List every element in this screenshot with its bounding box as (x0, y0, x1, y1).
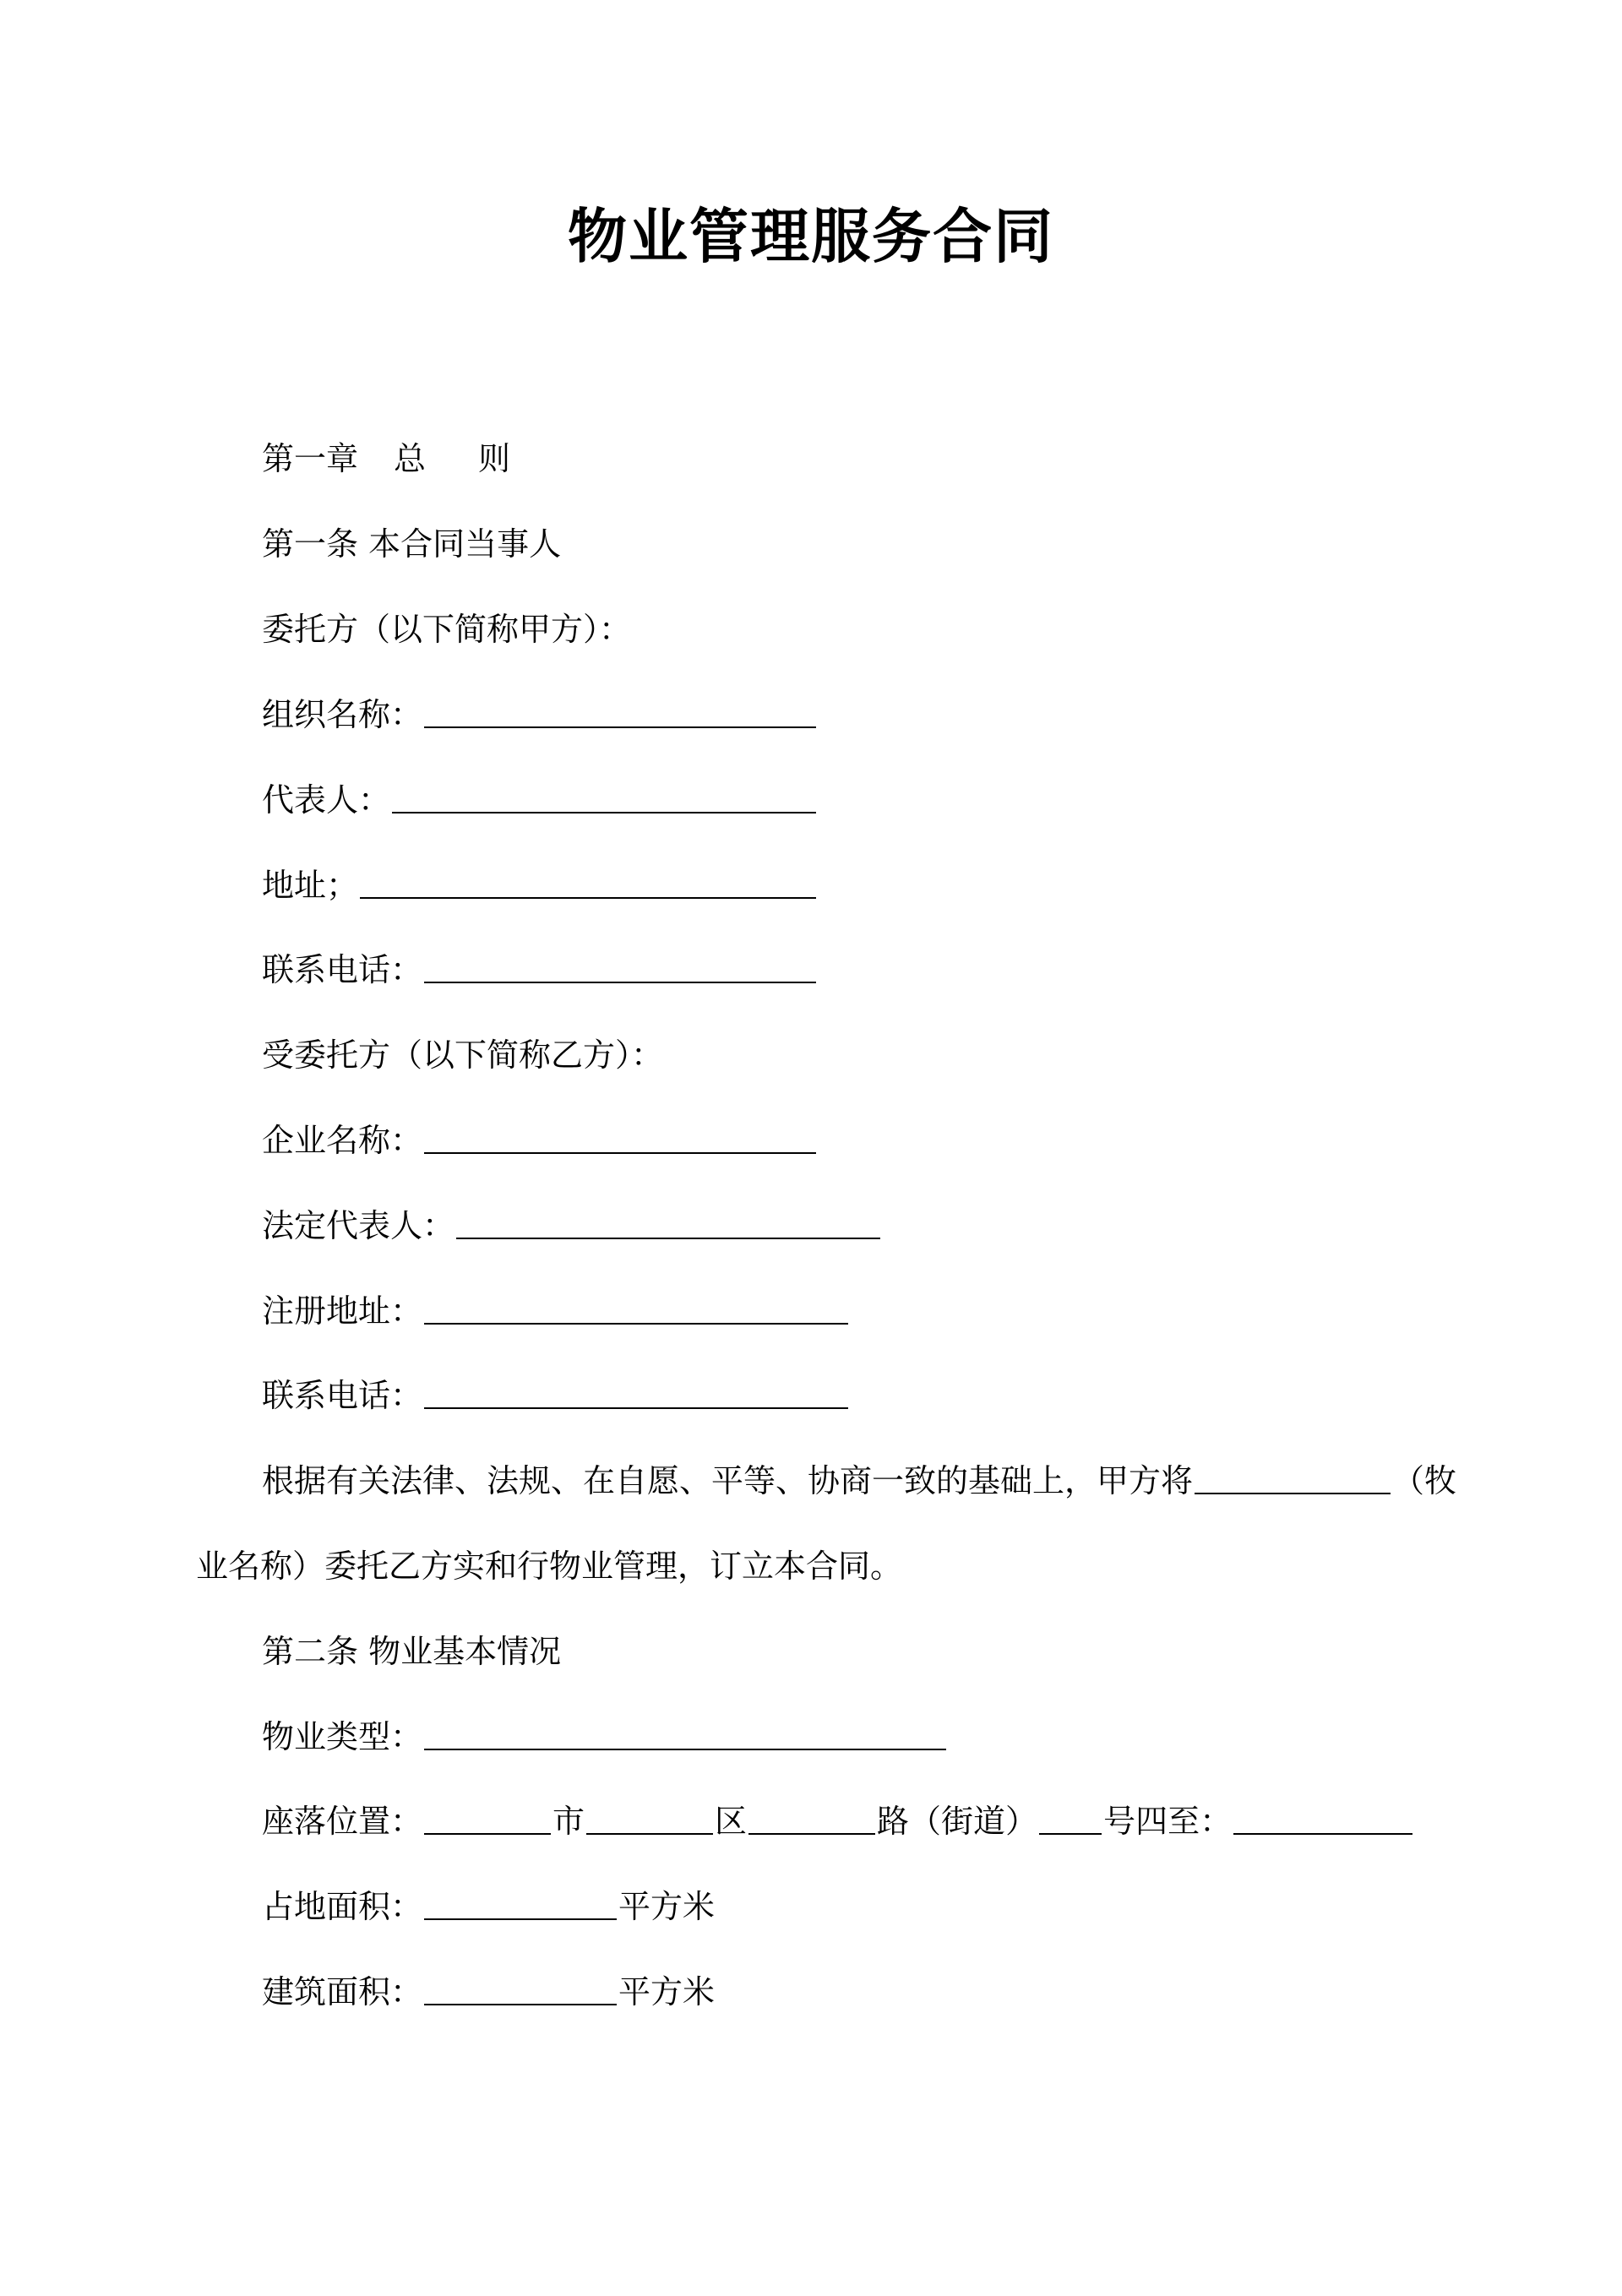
company-name-label: 企业名称： (262, 1122, 423, 1159)
building-area-label: 建筑面积： (262, 1973, 423, 2010)
address-label: 地址； (262, 867, 359, 904)
location-row (262, 1796, 1414, 1847)
building-area-unit: 平方米 (618, 1973, 716, 2010)
property-type-row (262, 1711, 948, 1762)
org-name-label: 组织名称： (262, 696, 423, 733)
paragraph-line-1 (262, 1455, 1456, 1506)
land-area-row (262, 1881, 715, 1932)
party-b-heading: 受委托方（以下简称乙方）： (262, 1036, 664, 1074)
party-b-company-row (262, 1115, 818, 1166)
land-area-label: 占地面积： (262, 1888, 423, 1925)
road-blank[interactable] (748, 1796, 875, 1835)
party-a-phone-label: 联系电话： (262, 951, 423, 988)
location-label: 座落位置： (262, 1803, 423, 1840)
city-label: 市 (552, 1803, 585, 1840)
district-label: 区 (715, 1803, 748, 1840)
number-blank[interactable] (1039, 1796, 1102, 1835)
property-name-blank[interactable] (1195, 1455, 1391, 1494)
chapter-title-part1: 总 (394, 440, 427, 477)
chapter-heading (262, 433, 510, 484)
number-label: 号四至： (1103, 1803, 1233, 1840)
party-a-heading: 委托方（以下简称甲方）： (262, 611, 632, 648)
company-name-blank[interactable] (424, 1115, 816, 1154)
party-b-phone-label: 联系电话： (262, 1377, 423, 1414)
reg-address-blank[interactable] (424, 1286, 848, 1325)
address-blank[interactable] (360, 860, 816, 899)
legal-rep-blank[interactable] (456, 1200, 880, 1239)
chapter-title-part2: 则 (478, 440, 511, 477)
boundary-blank[interactable] (1233, 1796, 1412, 1835)
paragraph-text-1: 根据有关法律、法规、在自愿、平等、协商一致的基础上，甲方将 (262, 1462, 1194, 1499)
building-area-row (262, 1967, 715, 2017)
document-title: 物业管理服务合同 (568, 202, 1054, 271)
legal-rep-label: 法定代表人： (262, 1207, 455, 1244)
party-a-representative-row (262, 775, 818, 825)
road-label: 路（街道） (877, 1803, 1038, 1840)
paragraph-line-2: 业名称）委托乙方实和行物业管理，订立本合同。 (196, 1548, 903, 1585)
paragraph-text-1-end: （牧 (1392, 1462, 1457, 1499)
chapter-label: 第一章 (262, 440, 359, 477)
reg-address-label: 注册地址： (262, 1292, 423, 1330)
article-1-heading: 第一条 本合同当事人 (262, 525, 562, 563)
party-b-phone-blank[interactable] (424, 1370, 848, 1409)
party-b-legal-rep-row (262, 1200, 882, 1251)
party-b-phone-row (262, 1370, 850, 1421)
district-blank[interactable] (586, 1796, 713, 1835)
property-type-label: 物业类型： (262, 1718, 423, 1755)
representative-label: 代表人： (262, 781, 391, 819)
land-area-blank[interactable] (424, 1881, 617, 1920)
party-a-phone-row (262, 944, 818, 995)
party-a-phone-blank[interactable] (424, 944, 816, 983)
land-area-unit: 平方米 (618, 1888, 716, 1925)
party-a-address-row (262, 860, 818, 911)
party-b-reg-address-row (262, 1286, 850, 1336)
city-blank[interactable] (424, 1796, 551, 1835)
org-name-blank[interactable] (424, 689, 816, 728)
party-a-org-name-row (262, 689, 818, 740)
building-area-blank[interactable] (424, 1967, 617, 2005)
property-type-blank[interactable] (424, 1711, 946, 1750)
representative-blank[interactable] (392, 775, 816, 813)
article-2-heading: 第二条 物业基本情况 (262, 1633, 562, 1670)
